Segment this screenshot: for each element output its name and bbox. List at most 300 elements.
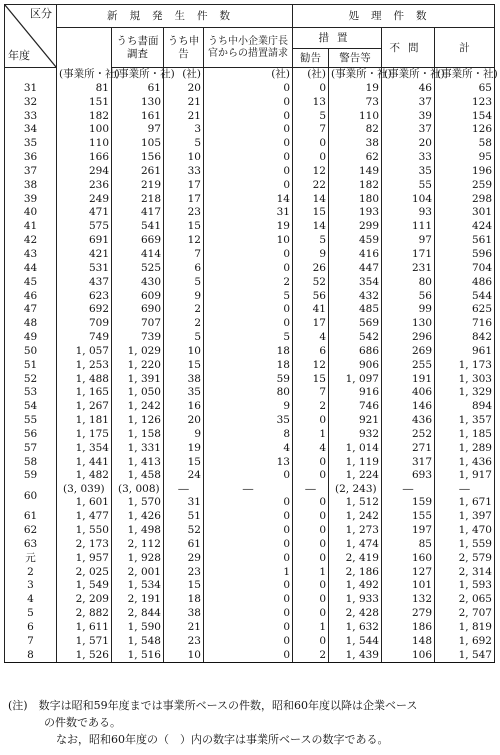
value-cell-chusho: 0: [204, 123, 293, 137]
value-cell-kei: 126: [435, 123, 495, 137]
value-cell-shomen: 669: [112, 234, 164, 248]
table-row: [5, 317, 495, 331]
value-cell-shomen: 1, 391: [112, 373, 164, 387]
value-cell-kei: 58: [435, 137, 495, 151]
value-cell-keikoku: 2, 428: [329, 607, 382, 621]
value-cell-shomen: 97: [112, 123, 164, 137]
unit-row: [5, 68, 495, 82]
year-cell: 46: [5, 290, 57, 304]
value-cell-keikoku: 110: [329, 110, 382, 124]
year-cell: 6: [5, 621, 57, 635]
year-cell: 63: [5, 538, 57, 552]
value-cell-total: 1, 253: [57, 359, 112, 373]
value-cell-keikoku: 447: [329, 262, 382, 276]
table-row: [5, 96, 495, 110]
value-cell-kei: 561: [435, 234, 495, 248]
value-cell-shinkoku: 17: [164, 193, 204, 207]
value-cell-fumon: 37: [382, 96, 435, 110]
year-cell: 54: [5, 400, 57, 414]
value-cell-kei: 259: [435, 179, 495, 193]
value-cell-chusho: 80: [204, 386, 293, 400]
value-cell-keikoku: 1, 492: [329, 579, 382, 593]
value-cell-keikoku: 149: [329, 165, 382, 179]
value-cell-kei: 842: [435, 331, 495, 345]
value-cell-keikoku: 416: [329, 248, 382, 262]
value-cell-total: 421: [57, 248, 112, 262]
value-cell-kankoku: 41: [293, 303, 329, 317]
fumon-header: 不問: [382, 28, 435, 68]
table-row: [5, 593, 495, 607]
value-cell-kei: 1, 173: [435, 359, 495, 373]
value-cell-fumon: 148: [382, 635, 435, 649]
value-cell-kankoku: 17: [293, 317, 329, 331]
value-cell-kankoku: 5: [293, 234, 329, 248]
value-cell-keikoku: 1, 242: [329, 510, 382, 524]
year-cell: 2: [5, 566, 57, 580]
value-cell-shinkoku: 2: [164, 303, 204, 317]
value-cell-fumon: 693: [382, 469, 435, 483]
value-cell-chusho: 8: [204, 428, 293, 442]
value-cell-kankoku: 0: [293, 82, 329, 96]
value-cell-kankoku: 52: [293, 276, 329, 290]
value-cell-fumon: 127: [382, 566, 435, 580]
value-cell-chusho: 0: [204, 179, 293, 193]
value-cell-keikoku: 299: [329, 220, 382, 234]
value-cell-chusho: 0: [204, 151, 293, 165]
value-cell-total: 709: [57, 317, 112, 331]
value-cell-fumon: 111: [382, 220, 435, 234]
unit-label: (事業所・社): [435, 68, 495, 82]
value-cell-chusho: 0: [204, 510, 293, 524]
value-cell-chusho: 0: [204, 593, 293, 607]
value-cell-total: 1, 550: [57, 524, 112, 538]
value-cell-kankoku: 0: [293, 496, 329, 510]
value-cell-shomen: 2, 191: [112, 593, 164, 607]
value-cell-chusho: 0: [204, 469, 293, 483]
value-cell-keikoku: 746: [329, 400, 382, 414]
value-cell-total: 437: [57, 276, 112, 290]
table-body: [5, 67, 498, 663]
table-row: [5, 400, 495, 414]
value-cell-shomen: 1, 498: [112, 524, 164, 538]
value-cell-kei: 1, 357: [435, 414, 495, 428]
value-cell-kankoku: 0: [293, 510, 329, 524]
value-cell-shinkoku: 51: [164, 510, 204, 524]
value-cell-kankoku: 12: [293, 165, 329, 179]
value-cell-shomen: 541: [112, 220, 164, 234]
value-cell-shomen: 2, 844: [112, 607, 164, 621]
value-cell-keikoku: 182: [329, 179, 382, 193]
value-cell-fumon: 106: [382, 649, 435, 663]
value-cell-shinkoku: 6: [164, 262, 204, 276]
year-cell: 53: [5, 386, 57, 400]
value-cell-keikoku: 1, 474: [329, 538, 382, 552]
value-cell-chusho: 0: [204, 649, 293, 663]
value-cell-shinkoku: 15: [164, 359, 204, 373]
paren-cell-fumon: ―: [382, 483, 435, 496]
value-cell-shomen: 1, 534: [112, 579, 164, 593]
value-cell-kankoku: 7: [293, 386, 329, 400]
value-cell-shomen: 261: [112, 165, 164, 179]
value-cell-shomen: 1, 570: [112, 496, 164, 510]
value-cell-shinkoku: 10: [164, 649, 204, 663]
value-cell-keikoku: 906: [329, 359, 382, 373]
value-cell-shinkoku: 2: [164, 317, 204, 331]
value-cell-shinkoku: 24: [164, 469, 204, 483]
table-row: [5, 442, 495, 456]
value-cell-kankoku: 0: [293, 456, 329, 470]
value-cell-kei: 2, 579: [435, 552, 495, 566]
value-cell-total: 1, 441: [57, 456, 112, 470]
new-cases-group-header: 新規発生件数: [57, 5, 293, 28]
value-cell-keikoku: 2, 186: [329, 566, 382, 580]
value-cell-shinkoku: 38: [164, 607, 204, 621]
value-cell-shomen: 1, 516: [112, 649, 164, 663]
value-cell-shinkoku: 52: [164, 524, 204, 538]
value-cell-fumon: 186: [382, 621, 435, 635]
value-cell-shomen: 609: [112, 290, 164, 304]
value-cell-shinkoku: 5: [164, 276, 204, 290]
table-row: [5, 303, 495, 317]
footnote: [8, 697, 492, 748]
value-cell-shinkoku: 19: [164, 442, 204, 456]
value-cell-kei: 2, 707: [435, 607, 495, 621]
value-cell-shinkoku: 10: [164, 345, 204, 359]
value-cell-shomen: 1, 126: [112, 414, 164, 428]
value-cell-shinkoku: 61: [164, 538, 204, 552]
value-cell-keikoku: 1, 273: [329, 524, 382, 538]
value-cell-shinkoku: 18: [164, 593, 204, 607]
table-row: [5, 496, 495, 510]
value-cell-shomen: 218: [112, 193, 164, 207]
value-cell-kankoku: 6: [293, 345, 329, 359]
value-cell-chusho: 18: [204, 359, 293, 373]
table-row: [5, 193, 495, 207]
value-cell-kankoku: 0: [293, 635, 329, 649]
value-cell-shomen: 2, 001: [112, 566, 164, 580]
value-cell-kei: 486: [435, 276, 495, 290]
value-cell-kei: 544: [435, 290, 495, 304]
value-cell-kei: 1, 436: [435, 456, 495, 470]
value-cell-keikoku: 2, 419: [329, 552, 382, 566]
value-cell-shinkoku: 31: [164, 496, 204, 510]
year-cell: 34: [5, 123, 57, 137]
value-cell-fumon: 191: [382, 373, 435, 387]
year-cell: 59: [5, 469, 57, 483]
table-row: [5, 566, 495, 580]
value-cell-total: 294: [57, 165, 112, 179]
year-cell: 43: [5, 248, 57, 262]
value-cell-kankoku: 26: [293, 262, 329, 276]
value-cell-fumon: 39: [382, 110, 435, 124]
footnote-line: (注) 数字は昭和59年度までは事業所ベースの件数，昭和60年度以降は企業ベース: [8, 699, 418, 712]
year-cell: 45: [5, 276, 57, 290]
value-cell-total: 1, 601: [57, 496, 112, 510]
value-cell-kei: 1, 397: [435, 510, 495, 524]
value-cell-keikoku: 485: [329, 303, 382, 317]
value-cell-total: 236: [57, 179, 112, 193]
value-cell-shinkoku: 29: [164, 552, 204, 566]
value-cell-shinkoku: 38: [164, 373, 204, 387]
year-cell: 44: [5, 262, 57, 276]
value-cell-shinkoku: 7: [164, 248, 204, 262]
value-cell-shomen: 156: [112, 151, 164, 165]
value-cell-keikoku: 916: [329, 386, 382, 400]
value-cell-shinkoku: 21: [164, 96, 204, 110]
value-cell-chusho: 0: [204, 538, 293, 552]
table-row: [5, 345, 495, 359]
table-row: [5, 510, 495, 524]
year-cell: 42: [5, 234, 57, 248]
year-cell: 8: [5, 649, 57, 663]
value-cell-shomen: 219: [112, 179, 164, 193]
value-cell-total: 2, 173: [57, 538, 112, 552]
value-cell-kei: 1, 329: [435, 386, 495, 400]
table-row: [5, 649, 495, 663]
value-cell-fumon: 20: [382, 137, 435, 151]
value-cell-kei: 65: [435, 82, 495, 96]
value-cell-fumon: 130: [382, 317, 435, 331]
value-cell-shomen: 130: [112, 96, 164, 110]
value-cell-kei: 704: [435, 262, 495, 276]
paren-cell-total: (3, 039): [57, 483, 112, 496]
value-cell-shomen: 414: [112, 248, 164, 262]
value-cell-fumon: 155: [382, 510, 435, 524]
value-cell-chusho: 35: [204, 414, 293, 428]
value-cell-total: 81: [57, 82, 112, 96]
value-cell-keikoku: 1, 544: [329, 635, 382, 649]
value-cell-keikoku: 932: [329, 428, 382, 442]
value-cell-fumon: 317: [382, 456, 435, 470]
value-cell-shomen: 1, 426: [112, 510, 164, 524]
kankoku-header: 勧告: [293, 49, 329, 68]
value-cell-total: 1, 181: [57, 414, 112, 428]
value-cell-fumon: 255: [382, 359, 435, 373]
value-cell-kei: 1, 470: [435, 524, 495, 538]
value-cell-shinkoku: 23: [164, 206, 204, 220]
value-cell-fumon: 146: [382, 400, 435, 414]
value-cell-shomen: 1, 050: [112, 386, 164, 400]
value-cell-chusho: 0: [204, 496, 293, 510]
table-row: [5, 276, 495, 290]
value-cell-fumon: 271: [382, 442, 435, 456]
value-cell-fumon: 37: [382, 123, 435, 137]
value-cell-shinkoku: 20: [164, 82, 204, 96]
value-cell-kei: 894: [435, 400, 495, 414]
year-cell: 7: [5, 635, 57, 649]
value-cell-total: 1, 526: [57, 649, 112, 663]
value-cell-kankoku: 14: [293, 220, 329, 234]
value-cell-kei: 625: [435, 303, 495, 317]
value-cell-kei: 1, 819: [435, 621, 495, 635]
value-cell-keikoku: 1, 097: [329, 373, 382, 387]
value-cell-chusho: 59: [204, 373, 293, 387]
year-cell: 56: [5, 428, 57, 442]
nendo-label: 年度: [8, 49, 30, 62]
value-cell-kankoku: 7: [293, 123, 329, 137]
value-cell-kankoku: 1: [293, 428, 329, 442]
value-cell-shomen: 417: [112, 206, 164, 220]
paren-cell-chusho: ―: [204, 483, 293, 496]
value-cell-fumon: 93: [382, 206, 435, 220]
value-cell-shomen: 707: [112, 317, 164, 331]
value-cell-total: 623: [57, 290, 112, 304]
statistics-table: [4, 4, 498, 663]
value-cell-kankoku: 0: [293, 151, 329, 165]
table-row: [5, 331, 495, 345]
value-cell-keikoku: 62: [329, 151, 382, 165]
table-row: [5, 386, 495, 400]
table-row: [5, 220, 495, 234]
value-cell-shinkoku: 10: [164, 151, 204, 165]
value-cell-kankoku: 13: [293, 96, 329, 110]
value-cell-total: 1, 549: [57, 579, 112, 593]
value-cell-fumon: 104: [382, 193, 435, 207]
year-cell: 47: [5, 303, 57, 317]
table-row: [5, 621, 495, 635]
shomen-header: うち書面調査: [112, 28, 164, 68]
year-cell: 49: [5, 331, 57, 345]
value-cell-kankoku: 0: [293, 414, 329, 428]
value-cell-fumon: 231: [382, 262, 435, 276]
value-cell-fumon: 436: [382, 414, 435, 428]
value-cell-chusho: 13: [204, 456, 293, 470]
value-cell-chusho: 2: [204, 276, 293, 290]
value-cell-kankoku: 0: [293, 538, 329, 552]
value-cell-shomen: 430: [112, 276, 164, 290]
value-cell-total: 1, 354: [57, 442, 112, 456]
value-cell-kei: 196: [435, 165, 495, 179]
value-cell-total: 692: [57, 303, 112, 317]
value-cell-total: 1, 175: [57, 428, 112, 442]
table-row: [5, 428, 495, 442]
value-cell-kankoku: 0: [293, 469, 329, 483]
value-cell-chusho: 19: [204, 220, 293, 234]
table-row: [5, 538, 495, 552]
year-cell: 51: [5, 359, 57, 373]
value-cell-chusho: 14: [204, 193, 293, 207]
value-cell-chusho: 0: [204, 621, 293, 635]
value-cell-keikoku: 921: [329, 414, 382, 428]
unit-label: (社): [164, 68, 204, 82]
value-cell-kei: 123: [435, 96, 495, 110]
year-cell: 31: [5, 82, 57, 96]
year-cell: 55: [5, 414, 57, 428]
year-cell: 4: [5, 593, 57, 607]
value-cell-total: 1, 057: [57, 345, 112, 359]
value-cell-shinkoku: 3: [164, 123, 204, 137]
paren-cell-kei: ―: [435, 483, 495, 496]
value-cell-chusho: 0: [204, 165, 293, 179]
value-cell-shomen: 1, 158: [112, 428, 164, 442]
year-cell: 33: [5, 110, 57, 124]
value-cell-kei: 1, 303: [435, 373, 495, 387]
value-cell-chusho: 0: [204, 110, 293, 124]
keikoku-header: 警告等: [329, 49, 382, 68]
value-cell-fumon: 55: [382, 179, 435, 193]
value-cell-total: 749: [57, 331, 112, 345]
value-cell-shomen: 739: [112, 331, 164, 345]
value-cell-chusho: 0: [204, 579, 293, 593]
value-cell-fumon: 97: [382, 234, 435, 248]
value-cell-kei: 1, 692: [435, 635, 495, 649]
value-cell-shinkoku: 23: [164, 635, 204, 649]
value-cell-fumon: 101: [382, 579, 435, 593]
value-cell-shinkoku: 21: [164, 110, 204, 124]
footnote-line: の件数である。: [44, 716, 121, 729]
value-cell-kankoku: 4: [293, 331, 329, 345]
value-cell-chusho: 0: [204, 317, 293, 331]
value-cell-total: 1, 165: [57, 386, 112, 400]
value-cell-total: 471: [57, 206, 112, 220]
value-cell-chusho: 31: [204, 206, 293, 220]
value-cell-shinkoku: 5: [164, 137, 204, 151]
value-cell-fumon: 197: [382, 524, 435, 538]
year-cell: 36: [5, 151, 57, 165]
table-row: [5, 137, 495, 151]
value-cell-keikoku: 1, 119: [329, 456, 382, 470]
value-cell-kankoku: 15: [293, 373, 329, 387]
value-cell-shomen: 1, 331: [112, 442, 164, 456]
shinkoku-header: うち申告: [164, 28, 204, 68]
value-cell-shinkoku: 33: [164, 165, 204, 179]
value-cell-total: 1, 611: [57, 621, 112, 635]
value-cell-kankoku: 12: [293, 359, 329, 373]
value-cell-fumon: 33: [382, 151, 435, 165]
value-cell-keikoku: 569: [329, 317, 382, 331]
value-cell-kei: 596: [435, 248, 495, 262]
value-cell-keikoku: 459: [329, 234, 382, 248]
value-cell-total: 531: [57, 262, 112, 276]
table-row: [5, 151, 495, 165]
year-cell: 48: [5, 317, 57, 331]
table-row-paren: [5, 483, 495, 496]
value-cell-kei: 424: [435, 220, 495, 234]
value-cell-chusho: 0: [204, 607, 293, 621]
value-cell-shomen: 1, 458: [112, 469, 164, 483]
year-cell: 38: [5, 179, 57, 193]
unit-label: (社): [293, 68, 329, 82]
value-cell-kankoku: 0: [293, 552, 329, 566]
table-row: [5, 290, 495, 304]
value-cell-keikoku: 354: [329, 276, 382, 290]
value-cell-kei: 2, 314: [435, 566, 495, 580]
value-cell-chusho: 0: [204, 137, 293, 151]
value-cell-total: 2, 025: [57, 566, 112, 580]
year-cell: 37: [5, 165, 57, 179]
value-cell-shomen: 1, 590: [112, 621, 164, 635]
unit-label: (事業所・社): [382, 68, 435, 82]
value-cell-fumon: 171: [382, 248, 435, 262]
paren-cell-shinkoku: ―: [164, 483, 204, 496]
value-cell-total: 1, 488: [57, 373, 112, 387]
year-cell: 61: [5, 510, 57, 524]
value-cell-shomen: 1, 242: [112, 400, 164, 414]
value-cell-total: 2, 209: [57, 593, 112, 607]
value-cell-kankoku: 5: [293, 110, 329, 124]
value-cell-keikoku: 180: [329, 193, 382, 207]
value-cell-keikoku: 73: [329, 96, 382, 110]
year-cell: 元: [5, 552, 57, 566]
table-row: [5, 165, 495, 179]
value-cell-keikoku: 82: [329, 123, 382, 137]
value-cell-kankoku: 0: [293, 524, 329, 538]
value-cell-kankoku: 0: [293, 607, 329, 621]
table-row: [5, 206, 495, 220]
value-cell-keikoku: 38: [329, 137, 382, 151]
kei-header: 計: [435, 28, 495, 68]
table-row: [5, 359, 495, 373]
